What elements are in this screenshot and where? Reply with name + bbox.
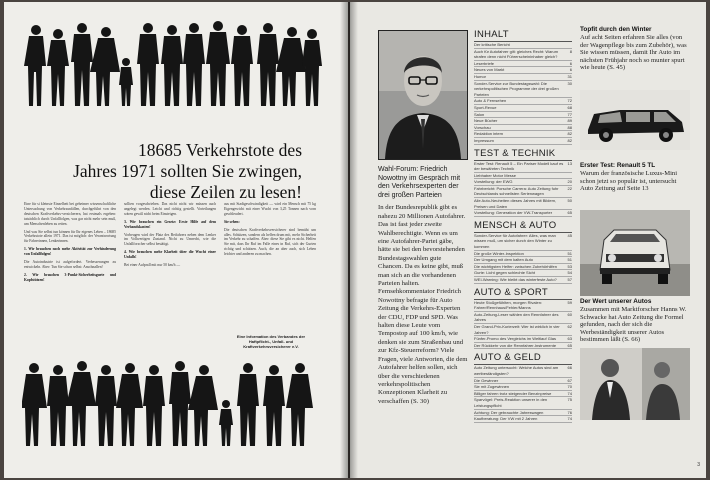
toc-section-heading: AUTO & SPORT: [474, 287, 572, 300]
toc-entry-title: Auto & Fernsehen: [474, 98, 507, 104]
right-page: [350, 2, 706, 478]
teaser-wert: [580, 298, 690, 344]
paragraph: Bei einer Aufprall mit nur 50 km/h —: [124, 263, 181, 268]
paragraph: Vorbeugen wird der Platz des Beifahrers neben dem Lenker im Vollwertigen Zustand. Nicht zu Umrecht, wie die Unfallforscher selbst bestätigt.: [124, 232, 216, 247]
toc-entry: [474, 410, 572, 417]
toc-entry-title: Heute Stoßgefühlten, morgen Rivalen: Fahrer/Rennhaus/Fehler/Manns: [474, 299, 543, 311]
side-teasers: [580, 26, 690, 72]
wahl-forum-lead: Wahl-Forum: Friedrich Nowottny im Gespräch mit den Verkehrsexperten der drei großen Parteien: [378, 166, 461, 199]
toc-entry: [474, 251, 572, 258]
station-wagon-photo: [580, 90, 690, 150]
toc-entry-title: Salon: [474, 111, 485, 117]
toc-entry-page: 89: [567, 118, 572, 124]
toc-entry-page: [570, 173, 572, 179]
toc-entry: [474, 98, 572, 105]
toc-entry-page: [570, 42, 572, 48]
toc-entry-title: Die große Winter-Inspektion: [474, 250, 524, 256]
toc-entry-title: Neue Bücher: [474, 118, 498, 124]
toc-entry-page: 70: [567, 384, 572, 390]
interview-photo: [580, 348, 690, 420]
toc-entry: [474, 365, 572, 377]
toc-entry: [474, 112, 572, 119]
toc-entry-title: Fahrbericht: Porsche Carrera: Auto Zeitung fuhr Deutschlands schnellsten Serienwagen: [474, 185, 559, 197]
left-page: [4, 2, 348, 478]
toc-entry: [474, 397, 572, 409]
subheading: Sie sehen:: [224, 219, 240, 224]
toc-entry-title: Sonder-Service zur Bundestagswahl: Die verkehrspolitischen Programme der drei großen Parteien: [474, 80, 559, 97]
toc-entry-title: Fünfer-Promo des Vergleichs im Weltlauf Glas: [474, 336, 556, 342]
toc-entry-page: 45: [567, 232, 572, 238]
wahl-forum-article: [378, 166, 468, 406]
toc-entry: [474, 131, 572, 138]
toc-entry-title: Sparvögel: Preis-Reaktion unserer in den Leistungspflicht: [474, 397, 548, 408]
paragraph: [24, 273, 116, 283]
toc-entry-title: Der Umgang mit dem kalten Auto: [474, 257, 533, 263]
toc-entry-title: WEI-Warning: Wie bleibt das winterfeste Auto?: [474, 277, 557, 282]
paragraph: aus mit Stadtgeschwindigkeit — wird ein Mensch mit 75 kg Eigengewicht mit einer Wucht von 3,25 Tonnen nach vorn geschleudert.: [224, 202, 316, 216]
toc-entry-title: Auto Zeitung untersucht: Welche Autos sind am wertbeständigsten?: [474, 365, 559, 376]
side-teasers-3: [580, 298, 690, 344]
wahl-forum-body: In der Bundesrepublik gibt es nahezu 20 Millionen Autofahrer. Das ist fast jeder zweite Wahlberechtigte. Wenn es um eine Autofahrer-Partei gäbe, hätte sie bei den bevorstehenden Bundestagswahlen gute Chancen. Da es keine gibt, muß man sich an die vorhandenen Parteien halten. Fernsehkommentator Friedrich Nowottny befragte für Auto Zeitung die Verkehrs-Experten der CDU, FDP und SPD. Was halten diese Leute vom Tempostop auf 100 km/h, wie denken sie zum Straßenbau und zur Kfz-Steuerreform? Viele Fragen, viele Antworten, die dem Autofahrer helfen sollen, sich über die verschiedenen verkehrspolitischen Konzeptionen Klarheit zu verschaffen (S. 30): [378, 204, 468, 405]
toc-entry: [474, 378, 572, 385]
toc-entry: [474, 312, 572, 324]
portrait-photo: [378, 30, 468, 160]
renault-5-photo: [580, 210, 690, 296]
teaser-renault: [580, 162, 690, 193]
toc-section-heading: AUTO & GELD: [474, 352, 572, 365]
paragraph: [24, 247, 116, 257]
toc-entry-page: 82: [567, 137, 572, 143]
toc-entry: [474, 300, 572, 312]
toc-entry-title: Alle Auto-Neuheiten dieses Jahres mit Bildern, Preisen und Daten: [474, 198, 557, 209]
subheading: 2. Wir brauchen 3-Punkt-Sicherheitsgurte und Kopfstützen!: [24, 272, 116, 282]
toc-entry-title: Auto-Zeitung-Leser wählen den Rennfahrer des Jahres: [474, 311, 559, 323]
table-of-contents: [474, 26, 572, 472]
subheading: 1. Wir brauchen noch mehr Aktivität zur Verhinderung von Unfallfolgen!: [24, 247, 116, 257]
toc-entry-page: 54: [567, 270, 572, 276]
toc-entry-title: Sport-Revue: [474, 104, 497, 110]
toc-entry-page: 65: [567, 342, 572, 348]
toc-entry: [474, 270, 572, 277]
toc-entry: [474, 336, 572, 343]
toc-entry-page: 72: [567, 98, 572, 104]
toc-entry-page: 57: [567, 277, 572, 282]
toc-entry-page: 8: [569, 48, 572, 54]
headline-line: 18685 Verkehrstote des: [138, 139, 302, 160]
toc-section-heading: MENSCH & AUTO: [474, 220, 572, 233]
toc-entry-page: 51: [567, 250, 572, 256]
toc-entry-title: Achtung: Der gebrauchte Jahreswagen: [474, 409, 544, 415]
toc-entry-page: 66: [567, 365, 572, 371]
toc-entry-page: 13: [567, 160, 572, 166]
paragraph: sollten vorgeschrieben. Das nicht nicht wir müssen auch angelegt werden. Leicht und richtig gestellt. Vorteilungen wären gewiß nicht beim Einsteigen.: [124, 202, 216, 216]
toc-entry-page: 82: [567, 131, 572, 137]
teaser-text: Auf acht Seiten erfahren Sie alles (von der Wagenpflege bis zum Zubehör), was Sie wissen müssen, damit Ihr Auto im nächsten Frühjahr noch so munter spurt wie heute (S. 45): [580, 34, 687, 72]
toc-entry-title: Der Grand-Prix-Kurierzeit: Wer ist wirklich in vier Jahren?: [474, 323, 560, 335]
toc-entry-page: 65: [567, 210, 572, 216]
toc-entry: [474, 186, 572, 198]
toc-entry-page: 50: [567, 198, 572, 204]
toc-entry: [474, 233, 572, 251]
toc-entry-page: 60: [567, 311, 572, 317]
toc-entry-page: 62: [567, 323, 572, 329]
toc-section-heading: TEST & TECHNIK: [474, 148, 572, 161]
teaser-title: Der Wert unserer Autos: [580, 298, 652, 305]
toc-entry: [474, 81, 572, 99]
toc-entry-page: 74: [567, 390, 572, 396]
silhouettes-top-image: [22, 20, 322, 110]
toc-entry: [474, 264, 572, 271]
toc-entry-title: Vorstellung: der EWG: [474, 179, 513, 185]
toc-entry-title: Sonder-Service für Autofahrer: Alles, was man wissen muß, um sicher durch den Winter zu kommen: [474, 232, 556, 250]
toc-entry-title: Die wichtigsten Helfer: zwischen Zubehörhilfen: [474, 263, 557, 269]
toc-entry-title: Vorstellung: Generation der VW-Transporter: [474, 210, 553, 216]
toc-entry: [474, 125, 572, 132]
subheading: 4. Wir brauchen mehr Klarheit über die Wucht einer Unfalls!: [124, 250, 216, 260]
toc-entry: [474, 105, 572, 112]
toc-entry-page: 77: [567, 111, 572, 117]
toc-entry-title: Die Gewinner: [474, 377, 499, 383]
toc-section-heading: INHALT: [474, 29, 572, 42]
teaser-text: Zusammen mit Marktforscher Hanns W. Schwacke hat Auto Zeitung die Formel gefunden, nach der sich die Werbeständigkeit unserer Autos bestimmen läßt (S. 66): [580, 306, 687, 344]
toc-entry: [474, 210, 572, 217]
toc-entry-page: 88: [567, 124, 572, 130]
toc-entry-title: Billiger fahren trotz steigender Benzinpreise: [474, 390, 552, 396]
side-teasers-2: [580, 162, 690, 193]
toc-entry: [474, 277, 572, 284]
toc-entry: [474, 61, 572, 68]
toc-entry-title: Impressum: [474, 137, 494, 143]
toc-entry-page: 20: [567, 179, 572, 185]
toc-entry: [474, 42, 572, 49]
silhouettes-bottom-image: [22, 360, 322, 450]
toc-entry: [474, 391, 572, 398]
paragraph: Und was Sie selbst tun können für Ihr eigenes Leben – 18685 Verkehrstote allein 1971. Das ist möglich: der Verantwortung für Fahrerinnen, Lenkerinnen.: [24, 229, 116, 244]
toc-entry-page: 59: [567, 299, 572, 305]
teaser-text: Warum der französische Luxus-Mini schon jetzt so populär ist, untersucht Auto Zeitung auf Seite 13: [580, 170, 678, 193]
toc-entry-page: 6: [569, 67, 572, 73]
toc-entry-title: Sie mit Zugewinnen: [474, 384, 510, 390]
toc-entry-page: 22: [567, 185, 572, 191]
article-column: [124, 202, 216, 271]
toc-entry-page: 30: [567, 80, 572, 86]
toc-entry: [474, 198, 572, 210]
toc-entry: [474, 138, 572, 145]
toc-entry-page: 53: [567, 263, 572, 269]
toc-entry-title: Redaktion intern: [474, 131, 504, 137]
toc-entry-page: 74: [567, 416, 572, 422]
toc-entry: [474, 257, 572, 264]
toc-entry-page: 67: [567, 377, 572, 383]
subheading: 3. Wir brauchen ein Gesetz: Erste Hilfe auf dem Verbandskasten!: [124, 219, 216, 229]
toc-entry: [474, 179, 572, 186]
toc-entry-title: Gurte: Licht gegen schlechte Sicht: [474, 270, 535, 276]
toc-entry-page: 31: [567, 73, 572, 79]
teaser-title: Erster Test: Renault 5 TL: [580, 162, 656, 169]
headline-line: Jahres 1971 sollten Sie zwingen,: [73, 160, 302, 181]
paragraph: Die deutschen Kraftverkehrsversicherer sind bemüht um alles. Schützen, sondern als helfen drum mit, mehr Sicherheit im Verkehr zu schaffen. Aber: diese Sie gibt es nicht. Helfen Sie mit, dass Ihr Ruf im Falle eines in Ruf, sich der Gurten richtig und schützen. Auch, die an aber auch, sich Leben leichter und anderen zu machen.: [224, 227, 316, 257]
toc-entry-page: 76: [567, 409, 572, 415]
magazine-spread: [4, 2, 706, 478]
toc-entry-title: Liebhaber Motor Messe: [474, 172, 517, 178]
toc-entry: [474, 67, 572, 74]
paragraph: [124, 250, 216, 260]
toc-entry-title: Der kritische Bericht: [474, 42, 510, 47]
article-column: [224, 202, 316, 260]
headline-line: diese Zeilen zu lesen!: [149, 181, 302, 202]
toc-entry-title: Auch für Autofahrer gilt: gleiches Recht: Warum strafen denn nicht Führerscheininhaber gleich?: [474, 48, 559, 60]
toc-entry: [474, 74, 572, 81]
toc-entry-title: Kaufberatung: Der VW mit 2 Jahren: [474, 416, 538, 422]
toc-entry-page: 51: [567, 257, 572, 263]
toc-entry-title: Erster Test: Renault 5 – Ein Pariser Modell kauf es der bewährten Technik: [474, 160, 564, 172]
toc-entry-title: Neues von Markt: [474, 67, 505, 73]
paragraph: [124, 220, 216, 230]
toc-entry: [474, 161, 572, 173]
paragraph: [224, 220, 316, 225]
toc-entry-page: 68: [567, 104, 572, 110]
toc-entry-title: Der Rückkehr von die Rennfahrer-Instrumente: [474, 342, 557, 348]
toc-entry-title: Humor: [474, 73, 487, 79]
teaser-title: Topfit durch den Winter: [580, 26, 652, 33]
toc-entry-page: 6: [569, 60, 572, 66]
paragraph: Eine für si kleinste Einzelheit bei geheimer wissenschaftliche Untersuchung von Verkehrsunfällen, durchgeführt von den deutschen Kraftverkehrs-versicherern, hat erstmals ergeben: tatsächlich durch Unfallfolgen, was gar nicht mehr sein muß, um Menschenleben zu retten.: [24, 202, 116, 226]
article-body: [24, 202, 324, 352]
article-column: [24, 202, 116, 286]
toc-entry: [474, 173, 572, 180]
toc-entry: [474, 324, 572, 336]
publisher-note: Eine Information des Verbandes der Haftpflicht-, Unfall- und Kraftverkehrsversicherer e.V.: [236, 334, 306, 350]
toc-entry-title: Leserbriefe: [474, 60, 495, 66]
toc-entry: [474, 384, 572, 391]
toc-entry-page: 63: [567, 336, 572, 342]
toc-entry: [474, 118, 572, 125]
toc-entry: [474, 343, 572, 350]
page-number: 3: [697, 462, 700, 468]
paragraph: Die Autoindustrie ist aufgefordert. Verbesserungen zu entwickeln. Aber: Tun Sie schon selbst: Anschnallen!: [24, 260, 116, 269]
headline: [24, 140, 302, 203]
teaser-winter: [580, 26, 690, 72]
toc-entry: [474, 416, 572, 423]
toc-entry-title: Vorschau: [474, 124, 491, 130]
toc-entry: [474, 49, 572, 61]
toc-entry-page: 75: [567, 397, 572, 403]
